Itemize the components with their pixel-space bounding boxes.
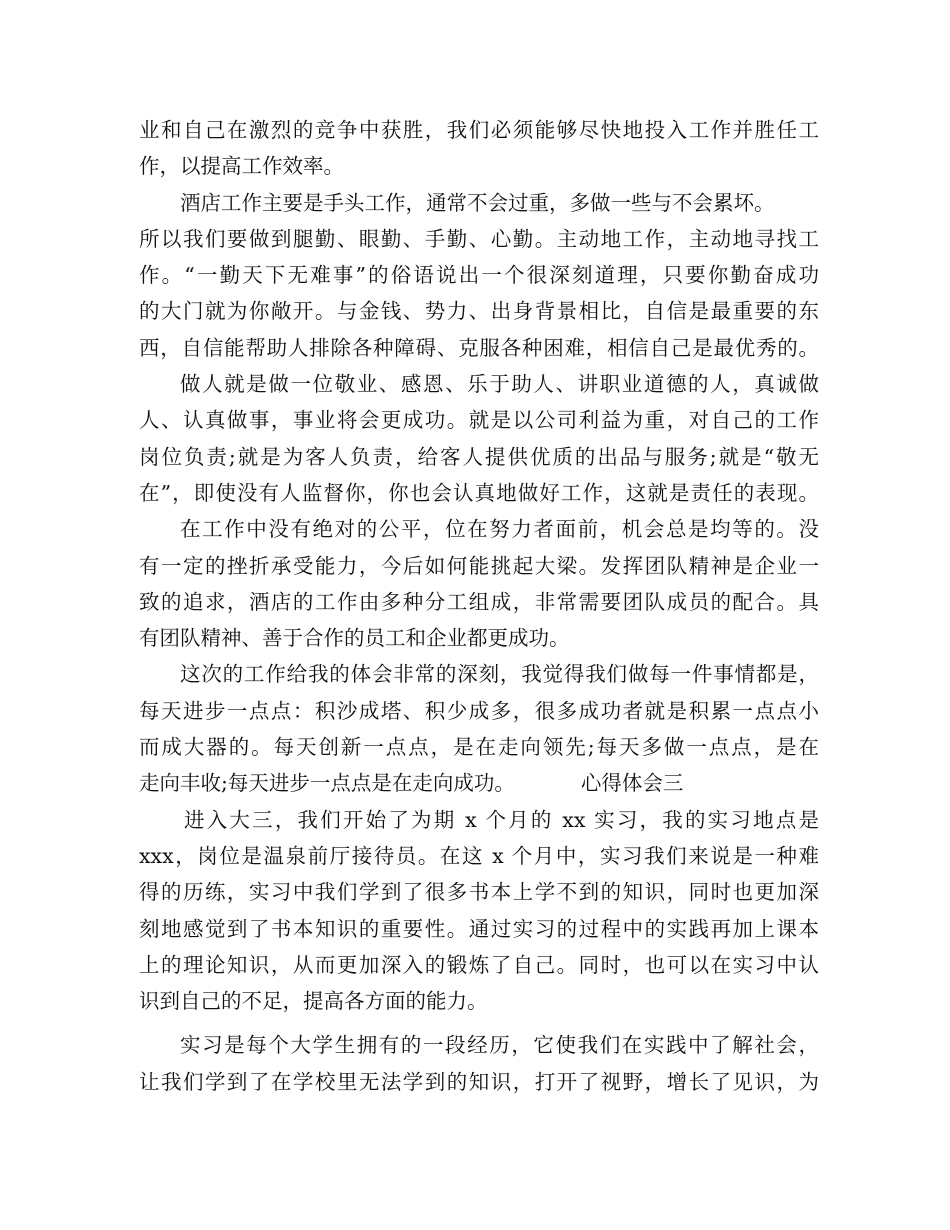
text-line: 有团队精神、善于合作的员工和企业都更成功。 [139, 626, 570, 651]
text-line: 刻地感觉到了书本知识的重要性。通过实习的过程中的实践再加上课本 [139, 916, 819, 941]
paragraph-first-line: 做人就是做一位敬业、感恩、乐于助人、讲职业道德的人，真诚做 [180, 372, 819, 397]
text-line: 让我们学到了在学校里无法学到的知识，打开了视野，增长了见识，为 [139, 1069, 819, 1094]
paragraph-first-line: 在工作中没有绝对的公平，位在努力者面前，机会总是均等的。没 [180, 517, 819, 542]
paragraph-first-line: 进入大三，我们开始了为期 x 个月的 xx 实习，我的实习地点是 [184, 807, 819, 832]
paragraph-first-line: 这次的工作给我的体会非常的深刻，我觉得我们做每一件事情都是， [180, 662, 819, 687]
paragraph-first-line: 酒店工作主要是手头工作，通常不会过重，多做一些与不会累坏。 [180, 190, 775, 215]
text-line: 有一定的挫折承受能力，今后如何能挑起大梁。发挥团队精神是企业一 [139, 553, 819, 578]
text-line-with-heading [139, 765, 819, 801]
text-line: xxx，岗位是温泉前厅接待员。在这 x 个月中，实习我们来说是一种难 [139, 843, 819, 868]
text-line: 所以我们要做到腿勤、眼勤、手勤、心勤。主动地工作，主动地寻找工 [139, 226, 819, 251]
text-line: 岗位负责;就是为客人负责，给客人提供优质的出品与服务;就是“敬无 [139, 444, 819, 469]
text-line: 在”，即使没有人监督你，你也会认真地做好工作，这就是责任的表现。 [139, 480, 819, 505]
text-line: 人、认真做事，事业将会更成功。就是以公司利益为重，对自己的工作 [139, 408, 819, 433]
text-line: 上的理论知识，从而更加深入的锻炼了自己。同时，也可以在实习中认 [139, 952, 819, 977]
text-line: 作，以提高工作效率。 [139, 154, 344, 179]
text-line: 西，自信能帮助人排除各种障碍、克服各种困难，相信自己是最优秀的。 [139, 335, 819, 360]
text-line: 的大门就为你敞开。与金钱、势力、出身背景相比，自信是最重要的东 [139, 299, 819, 324]
text-line: 业和自己在激烈的竞争中获胜，我们必须能够尽快地投入工作并胜任工 [139, 118, 819, 142]
text-line: 而成大器的。每天创新一点点，是在走向领先;每天多做一点点，是在 [139, 735, 819, 760]
text-line: 识到自己的不足，提高各方面的能力。 [139, 989, 488, 1014]
text-line: 走向丰收;每天进步一点点是在走向成功。 [139, 771, 515, 796]
text-line: 作。“一勤天下无难事”的俗语说出一个很深刻道理，只要你勤奋成功 [139, 263, 819, 288]
text-line: 致的追求，酒店的工作由多种分工组成，非常需要团队成员的配合。具 [139, 589, 819, 614]
paragraph-first-line: 实习是每个大学生拥有的一段经历，它使我们在实践中了解社会， [180, 1033, 819, 1058]
document-body [139, 112, 819, 1100]
section-heading: 心得体会三 [580, 771, 684, 796]
text-line: 每天进步一点点：积沙成塔、积少成多，很多成功者就是积累一点点小 [139, 698, 819, 723]
text-line: 得的历练，实习中我们学到了很多书本上学不到的知识，同时也更加深 [139, 880, 819, 905]
